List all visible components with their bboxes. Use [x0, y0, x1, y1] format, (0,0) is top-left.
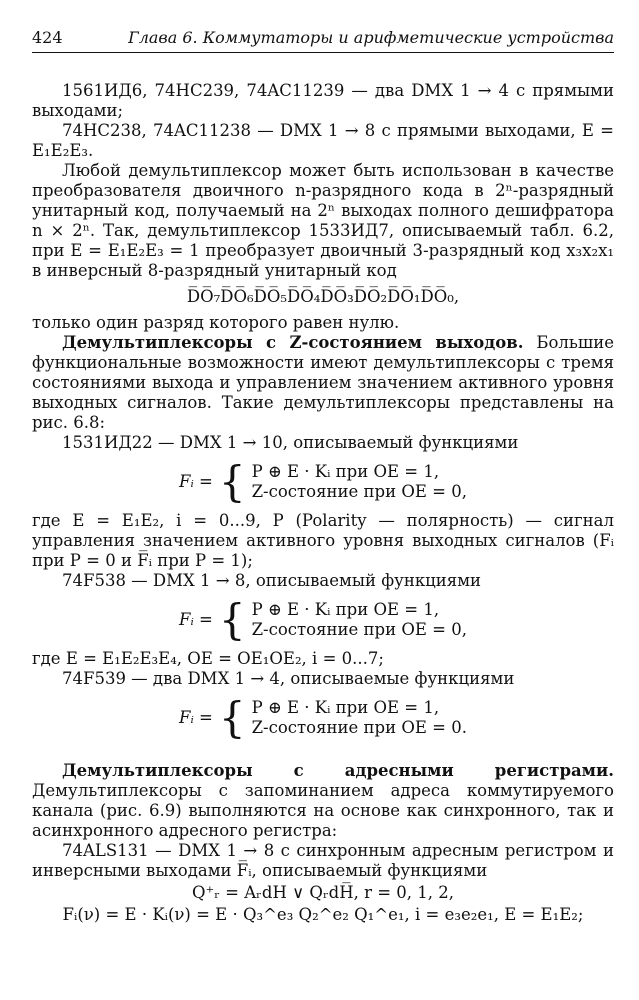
- formula-unitary-code: D̅O̅₇D̅O̅₆D̅O̅₅D̅O̅₄D̅O̅₃D̅O̅₂D̅O̅₁D̅O̅₀,: [186, 287, 460, 306]
- page-number: 424: [32, 28, 63, 47]
- equation-3-case-1: P ⊕ E · Kᵢ при OE = 1,: [251, 698, 440, 717]
- paragraph-74f539: 74F539 — два DMX 1 → 4, описываемые функциями: [62, 669, 515, 688]
- left-brace-icon: {: [218, 595, 246, 644]
- equation-2-lhs: Fᵢ =: [179, 610, 213, 629]
- equation-2-case-1: P ⊕ E · Kᵢ при OE = 1,: [251, 600, 440, 619]
- equation-1-lhs: Fᵢ =: [179, 472, 213, 491]
- paragraph-1531id22: 1531ИД22 — DMX 1 → 10, описываемый функциями: [62, 433, 519, 452]
- equation-3: [32, 693, 614, 742]
- paragraph-z-state: [32, 333, 614, 433]
- paragraph-any-demux: Любой демультиплексор может быть использован в качестве преобразователя двоичного n-разрядного кода в 2ⁿ-разрядный унитарный код, получаемый на 2ⁿ выходах полного дешифратора n × 2ⁿ. Так, демультиплексор 1533ИД7, описываемый табл. 6.2, при E = E₁E₂E₃ = 1 преобразует двоичный 3-разрядный код x₃x₂x₁ в инверсный 8-разрядный унитарный код: [32, 161, 614, 280]
- paragraph-where-2: где E = E₁E₂E₃E₄, OE = OE₁OE₂, i = 0...7;: [32, 649, 384, 668]
- equation-4: Q⁺ᵣ = AᵣdH ∨ QᵣdH̅, r = 0, 1, 2,: [191, 883, 455, 902]
- equation-1: [32, 457, 614, 506]
- paragraph-where-1: где E = E₁E₂, i = 0...9, P (Polarity — полярность) — сигнал управления значением активного уровня выходных сигналов (Fᵢ при P = 0 и F̅ᵢ при P = 1);: [32, 511, 614, 570]
- paragraph-address-registers: [32, 761, 614, 841]
- heading-address-registers: Демультиплексоры с адресными регистрами.: [62, 761, 614, 780]
- book-page: [32, 28, 614, 927]
- paragraph-74als131: 74ALS131 — DMX 1 → 8 с синхронным адресным регистром и инверсными выходами F̅ᵢ, описываемый функциями: [32, 841, 614, 880]
- paragraph-74f538: 74F538 — DMX 1 → 8, описываемый функциями: [62, 571, 482, 590]
- left-brace-icon: {: [218, 457, 246, 506]
- equation-3-cases: [252, 698, 467, 738]
- paragraph-1561id6: 1561ИД6, 74HC239, 74AC11239 — два DMX 1 → 4 с прямыми выходами;: [32, 81, 614, 120]
- heading-z-state: Демультиплексоры с Z-состоянием выходов.: [62, 333, 524, 352]
- equation-1-case-1: P ⊕ E · Kᵢ при OE = 1,: [251, 462, 440, 481]
- equation-3-lhs: Fᵢ =: [179, 708, 213, 727]
- paragraph-74hc238: 74HC238, 74AC11238 — DMX 1 → 8 с прямыми выходами, E = E₁E₂E₃.: [32, 121, 614, 160]
- running-title: Глава 6. Коммутаторы и арифметические устройства: [128, 28, 614, 47]
- page-content: [32, 81, 614, 925]
- left-brace-icon: {: [218, 693, 246, 742]
- paragraph-z-state-text: Большие функциональные возможности имеют демультиплексоры с тремя состояниями выхода и управлением значением активного уровня выходных сигналов. Такие демультиплексоры представлены на рис. 6.8:: [32, 333, 614, 432]
- equation-5: Fᵢ(ν) = E · Kᵢ(ν) = E · Q₃^e₃ Q₂^e₂ Q₁^e₁, i = e₃e₂e₁, E = E₁E₂;: [62, 905, 584, 924]
- equation-1-case-2: Z-состояние при OE = 0,: [251, 482, 467, 501]
- equation-2: [32, 595, 614, 644]
- equation-1-cases: [252, 462, 467, 502]
- paragraph-one-bit-zero: только один разряд которого равен нулю.: [32, 313, 400, 332]
- equation-3-case-2: Z-состояние при OE = 0.: [251, 718, 467, 737]
- equation-2-cases: [252, 600, 467, 640]
- paragraph-address-registers-text: Демультиплексоры с запоминанием адреса коммутируемого канала (рис. 6.9) выполняются на основе как синхронного, так и асинхронного адресного регистра:: [32, 781, 614, 840]
- section-gap: [32, 747, 614, 761]
- equation-2-case-2: Z-состояние при OE = 0,: [251, 620, 467, 639]
- running-header: [32, 28, 614, 53]
